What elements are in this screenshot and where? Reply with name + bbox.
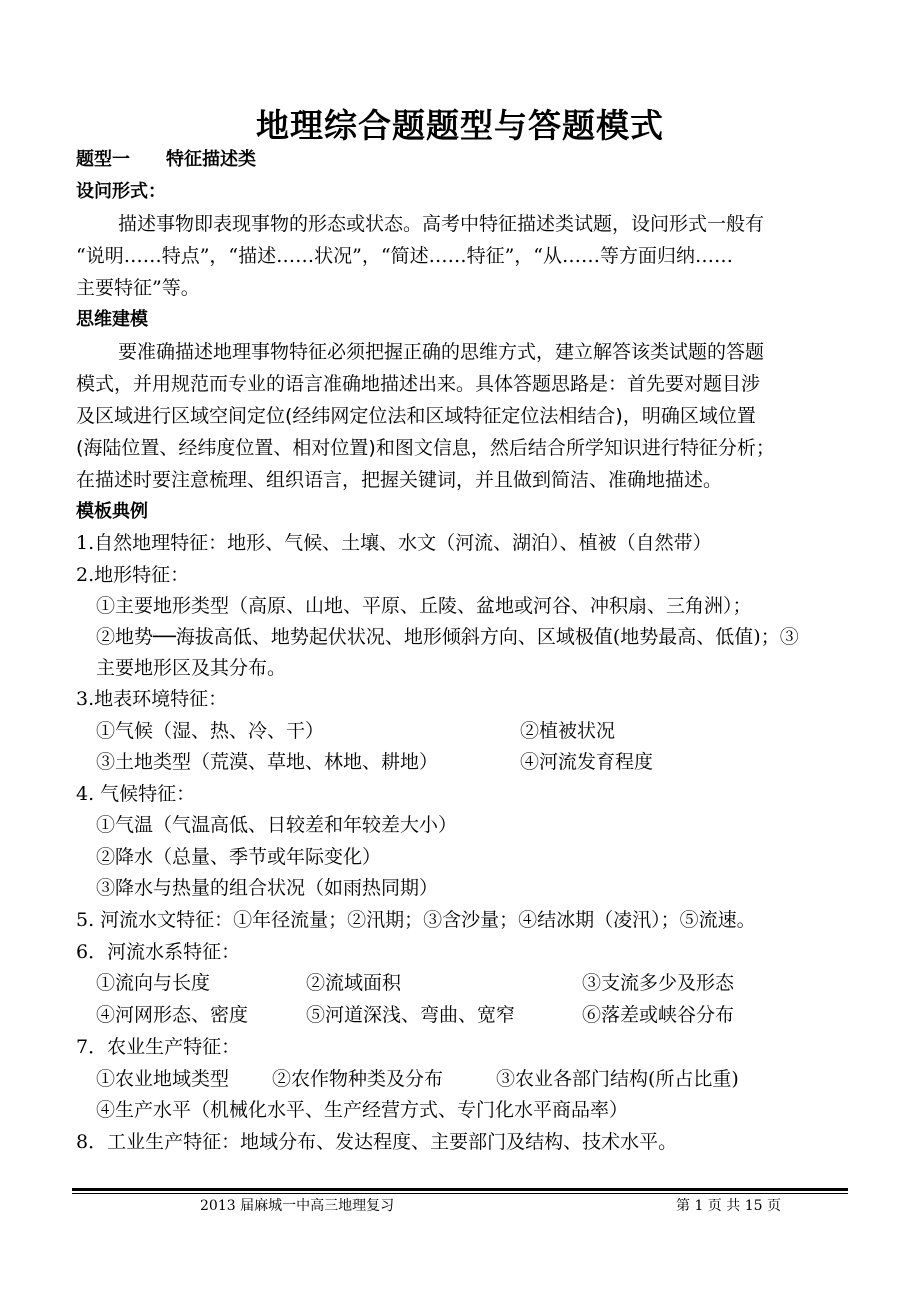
question-form-line-1: 描述事物即表现事物的形态或状态。高考中特征描述类试题，设问形式一般有 — [118, 213, 765, 235]
footer-rule-thin — [72, 1193, 848, 1194]
item-8: 8．工业生产特征：地域分布、发达程度、主要部门及结构、技术水平。 — [76, 1131, 678, 1153]
item-3-river-development: ④河流发育程度 — [520, 751, 654, 773]
item-2-b: ②地势──海拔高低、地势起伏状况、地形倾斜方向、区域极值(地势最高、低值)；③ — [96, 626, 799, 648]
model-line-2: 模式，并用规范而专业的语言准确地描述出来。具体答题思路是：首先要对题目涉 — [76, 373, 761, 395]
question-form-line-3: 主要特征”等。 — [76, 277, 200, 299]
footer-page-number: 第 1 页 共 15 页 — [676, 1198, 781, 1214]
item-6: 6．河流水系特征： — [76, 941, 241, 963]
section-heading: 题型一 特征描述类 — [76, 149, 256, 170]
item-4-b: ②降水（总量、季节或年际变化） — [96, 846, 382, 868]
item-3-vegetation: ②植被状况 — [520, 720, 616, 742]
footer-course: 2013 届麻城一中高三地理复习 — [200, 1198, 395, 1214]
item-7-structure: ③农业各部门结构(所占比重) — [496, 1068, 739, 1090]
template-heading: 模板典例 — [76, 501, 148, 522]
page-title: 地理综合题题型与答题模式 — [256, 106, 664, 145]
question-form-line-2: “说明……特点”，“描述……状况”，“简述……特征”，“从……等方面归纳…… — [76, 245, 733, 267]
model-line-4: (海陆位置、经纬度位置、相对位置)和图文信息，然后结合所学知识进行特征分析； — [76, 437, 775, 459]
thinking-model-heading: 思维建模 — [76, 309, 148, 330]
item-6-channel: ⑤河道深浅、弯曲、宽窄 — [306, 1004, 516, 1026]
footer-rule-thick — [72, 1188, 848, 1191]
item-6-network: ④河网形态、密度 — [96, 1004, 249, 1026]
item-7: 7．农业生产特征： — [76, 1036, 241, 1058]
item-3: 3.地表环境特征： — [76, 688, 228, 710]
item-7-production-level: ④生产水平（机械化水平、生产经营方式、专门化水平商品率） — [96, 1099, 629, 1121]
item-4: 4. 气候特征： — [76, 783, 196, 805]
item-1: 1.自然地理特征：地形、气候、土壤、水文（河流、湖泊）、植被（自然带） — [76, 532, 712, 554]
item-7-regional-type: ①农业地域类型 — [96, 1068, 230, 1090]
item-4-a: ①气温（气温高低、日较差和年较差大小） — [96, 814, 458, 836]
item-7-crops: ②农作物种类及分布 — [272, 1068, 444, 1090]
item-2: 2.地形特征： — [76, 564, 190, 586]
item-3-land-type: ③土地类型（荒漠、草地、林地、耕地） — [96, 751, 439, 773]
item-2-c: 主要地形区及其分布。 — [96, 657, 287, 679]
item-6-drop: ⑥落差或峡谷分布 — [582, 1004, 735, 1026]
item-5: 5. 河流水文特征：①年径流量；②汛期；③含沙量；④结冰期（凌汛）；⑤流速。 — [76, 909, 756, 931]
model-line-3: 及区域进行区域空间定位(经纬网定位法和区域特征定位法相结合)，明确区域位置 — [76, 405, 756, 427]
item-6-flow: ①流向与长度 — [96, 972, 211, 994]
item-6-tributaries: ③支流多少及形态 — [582, 972, 735, 994]
model-line-5: 在描述时要注意梳理、组织语言，把握关键词，并且做到简洁、准确地描述。 — [76, 469, 723, 491]
item-2-a: ①主要地形类型（高原、山地、平原、丘陵、盆地或河谷、冲积扇、三角洲）； — [96, 595, 752, 617]
item-3-climate: ①气候（湿、热、冷、干） — [96, 720, 325, 742]
item-6-basin-area: ②流域面积 — [306, 972, 402, 994]
model-line-1: 要准确描述地理事物特征必须把握正确的思维方式，建立解答该类试题的答题 — [118, 341, 765, 363]
item-4-c: ③降水与热量的组合状况（如雨热同期） — [96, 877, 439, 899]
question-form-heading: 设问形式： — [76, 181, 166, 202]
